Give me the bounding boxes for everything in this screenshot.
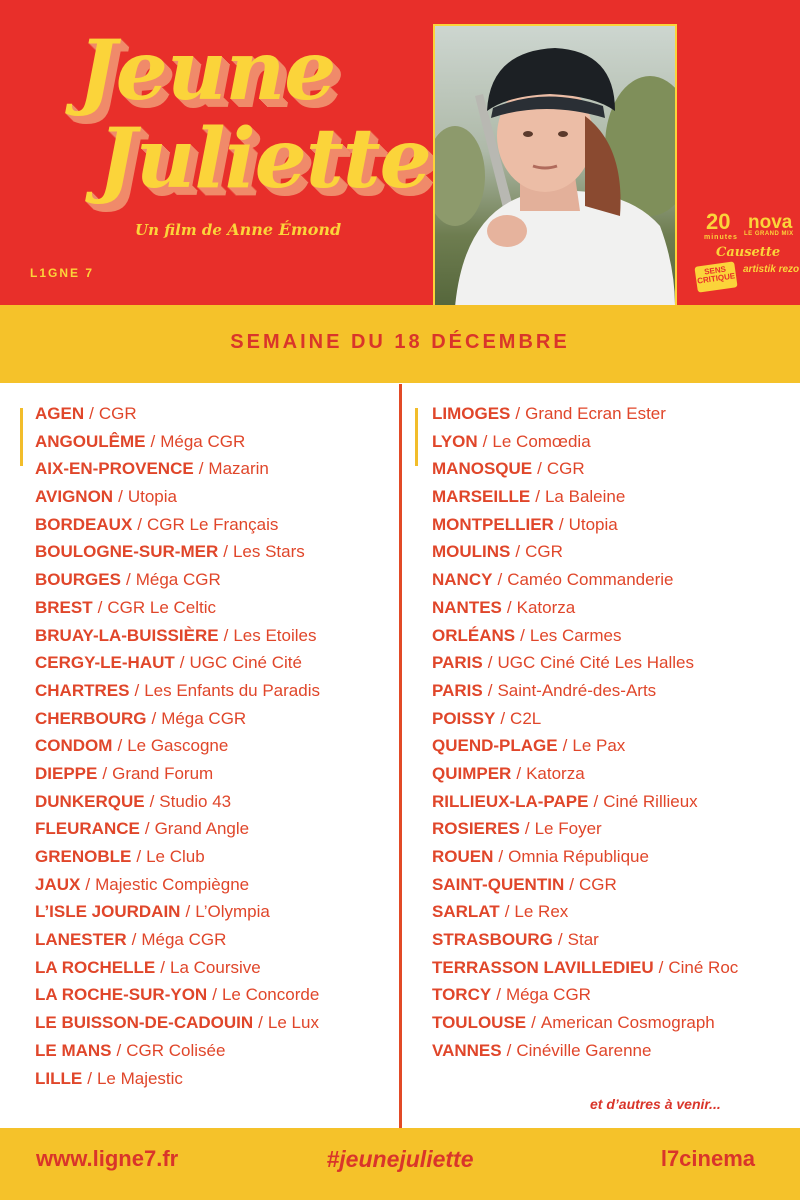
theater-city: ROUEN [432, 847, 494, 866]
theater-cinema: Le Gascogne [127, 736, 229, 756]
theater-list-item [35, 1065, 320, 1093]
separator: / [144, 819, 150, 839]
theater-city: ORLÉANS [432, 625, 516, 645]
theater-cinema: Méga CGR [505, 985, 591, 1005]
theater-list-item [35, 594, 320, 622]
theater-list-item [432, 1037, 738, 1065]
theater-city: BOURGES [35, 570, 121, 590]
theater-cinema: Méga CGR [161, 708, 247, 728]
separator: / [537, 459, 542, 479]
theater-list-item [35, 428, 320, 456]
theater-city: AGEN [35, 404, 85, 423]
separator: / [535, 487, 540, 507]
separator: / [506, 597, 512, 617]
theater-cinema: Grand Forum [112, 763, 214, 783]
separator: / [531, 1013, 536, 1033]
theater-list-item [35, 760, 320, 788]
theater-list-item [35, 981, 320, 1009]
distributor-logo: L1GNE 7 [30, 266, 95, 280]
partner-logo-nova-sub: LE GRAND MIX [744, 231, 794, 237]
theater-cinema: CGR Colisée [126, 1040, 226, 1060]
separator: / [569, 874, 574, 894]
theater-city: AIX-EN-PROVENCE [35, 459, 194, 479]
separator: / [524, 819, 530, 839]
separator: / [496, 985, 501, 1005]
separator: / [134, 680, 140, 700]
theater-city: MARSEILLE [432, 487, 531, 507]
theater-list-item [35, 954, 320, 982]
theater-city: VANNES [432, 1040, 502, 1060]
separator: / [116, 1040, 122, 1060]
theater-cinema: CGR [546, 459, 585, 479]
accent-bar-right [415, 408, 418, 466]
more-to-come-note: et d’autres à venir... [590, 1096, 721, 1112]
separator: / [150, 431, 156, 451]
theater-cinema: Méga CGR [141, 930, 227, 950]
theater-list-item [432, 622, 738, 650]
theater-cinema: CGR Le Celtic [107, 597, 216, 617]
theater-city: CHARTRES [35, 680, 130, 700]
theater-cinema: Méga CGR [135, 570, 221, 590]
theater-list-item [432, 400, 738, 428]
separator: / [487, 680, 493, 700]
separator: / [506, 1040, 512, 1060]
theater-cinema: Le Foyer [534, 819, 602, 839]
theater-city: L’ISLE JOURDAIN [35, 902, 181, 922]
theater-list-item [432, 788, 738, 816]
theater-list-item [432, 455, 738, 483]
social-handle[interactable]: l7cinema [660, 1146, 755, 1171]
theater-list-item [35, 455, 320, 483]
separator: / [85, 874, 91, 894]
theater-city: TOULOUSE [432, 1013, 527, 1033]
theater-cinema: Utopia [568, 514, 618, 534]
theater-list-item [432, 705, 738, 733]
theater-list-item [432, 732, 738, 760]
theater-cinema: Studio 43 [159, 791, 232, 811]
separator: / [102, 763, 108, 783]
theater-list-item [35, 649, 320, 677]
theater-city: LYON [432, 431, 478, 451]
theater-cinema: CGR [578, 874, 617, 894]
theater-city: TERRASSON LAVILLEDIEU [432, 957, 654, 977]
theater-cinema: Le Concorde [221, 985, 320, 1005]
theater-list-item [35, 898, 320, 926]
theater-list-left [35, 400, 320, 1092]
separator: / [179, 653, 185, 673]
theater-cinema: Grand Ecran Ester [525, 404, 666, 423]
theater-city: CHERBOURG [35, 708, 147, 728]
separator: / [515, 542, 521, 562]
theater-city: SARLAT [432, 902, 500, 922]
theater-list-item [432, 428, 738, 456]
separator: / [562, 736, 568, 756]
theater-cinema: Les Stars [232, 542, 305, 562]
theater-list-item [432, 954, 738, 982]
separator: / [160, 957, 165, 977]
director-name: Anne Émond [227, 220, 342, 239]
theater-cinema: Majestic Compiègne [95, 874, 250, 894]
theater-city: BORDEAUX [35, 514, 133, 534]
theater-city: BOULOGNE-SUR-MER [35, 542, 219, 562]
separator: / [87, 1068, 92, 1088]
theater-city: QUEND-PLAGE [432, 736, 558, 756]
partner-logo-nova: nova [748, 212, 793, 233]
theater-city: DIEPPE [35, 763, 98, 783]
separator: / [558, 514, 564, 534]
theater-cinema: Ciné Roc [668, 957, 739, 977]
theater-cinema: CGR [98, 404, 137, 423]
separator: / [498, 847, 504, 866]
theater-cinema: La Baleine [544, 487, 626, 507]
website-link[interactable]: www.ligne7.fr [36, 1146, 179, 1171]
theater-city: BRUAY-LA-BUISSIÈRE [35, 625, 219, 645]
theater-list-item [35, 1037, 320, 1065]
column-divider [399, 384, 402, 1128]
film-title-line-1: Jeune [78, 23, 336, 119]
week-heading: SEMAINE DU 18 DÉCEMBRE [230, 331, 570, 353]
theater-city: LIMOGES [432, 404, 511, 423]
hashtag: #jeunejuliette [326, 1146, 474, 1172]
separator: / [212, 985, 217, 1005]
theater-cinema: Star [567, 930, 599, 950]
separator: / [516, 763, 522, 783]
theater-list-item [432, 538, 738, 566]
theater-city: LA ROCHELLE [35, 957, 156, 977]
theater-city: LE BUISSON-DE-CADOUIN [35, 1013, 254, 1033]
theater-list-item [432, 926, 738, 954]
theater-city: LE MANS [35, 1040, 112, 1060]
separator: / [117, 736, 123, 756]
theater-cinema: UGC Ciné Cité [189, 653, 302, 673]
partner-logo-20minutes: 20 [706, 209, 731, 234]
theater-list-item [432, 594, 738, 622]
theater-list-item [432, 511, 738, 539]
theater-list-item [35, 732, 320, 760]
separator: / [223, 625, 229, 645]
theater-cinema: CGR [525, 542, 563, 562]
theater-list-item [35, 622, 320, 650]
theater-list-item [35, 1009, 320, 1037]
theater-city: JAUX [35, 874, 81, 894]
theater-list-item [35, 511, 320, 539]
theater-city: LA ROCHE-SUR-YON [35, 985, 208, 1005]
theater-city: POISSY [432, 708, 496, 728]
theater-list-item [432, 649, 738, 677]
separator: / [487, 653, 493, 673]
theater-city: NANCY [432, 570, 493, 590]
theater-cinema: CGR Le Français [147, 514, 279, 534]
theater-cinema: Le Lux [267, 1013, 319, 1033]
separator: / [131, 930, 137, 950]
theater-cinema: Les Etoiles [233, 625, 317, 645]
theater-cinema: Katorza [526, 763, 585, 783]
separator: / [136, 847, 142, 866]
theater-list-item [432, 483, 738, 511]
separator: / [198, 459, 204, 479]
theater-list-item [35, 926, 320, 954]
separator: / [658, 957, 664, 977]
theater-cinema: Les Carmes [529, 625, 622, 645]
theater-city: CONDOM [35, 736, 113, 756]
separator: / [97, 597, 103, 617]
theater-city: PARIS [432, 680, 483, 700]
separator: / [137, 514, 143, 534]
theater-cinema: Le Majestic [96, 1068, 183, 1088]
theater-city: ROSIERES [432, 819, 520, 839]
theater-cinema: American Cosmograph [540, 1013, 715, 1033]
theater-list-item [432, 566, 738, 594]
partner-logo-sens-critique: SENS CRITIQUE [694, 261, 737, 292]
separator: / [89, 404, 94, 423]
theater-city: LILLE [35, 1068, 83, 1088]
separator: / [151, 708, 157, 728]
theater-list-item [432, 871, 738, 899]
theater-list-item [35, 705, 320, 733]
theater-city: BREST [35, 597, 93, 617]
theater-cinema: L’Olympia [195, 902, 270, 922]
theater-cinema: Méga CGR [160, 431, 246, 451]
separator: / [482, 431, 488, 451]
theater-list-item [35, 483, 320, 511]
partner-logo-20minutes-sub: minutes [704, 234, 738, 241]
theater-cinema: Le Rex [514, 902, 569, 922]
theater-city: CERGY-LE-HAUT [35, 653, 175, 673]
theater-city: NANTES [432, 597, 502, 617]
separator: / [500, 708, 506, 728]
theater-city: FLEURANCE [35, 819, 140, 839]
poster-photo [433, 24, 677, 305]
theater-list-item [35, 566, 320, 594]
theater-cinema: Le Comœdia [492, 431, 591, 451]
theater-cinema: UGC Ciné Cité Les Halles [497, 653, 694, 673]
poster-header [0, 0, 800, 305]
theater-city: LANESTER [35, 930, 127, 950]
theater-city: MOULINS [432, 542, 511, 562]
theater-cinema: La Coursive [170, 957, 261, 977]
theater-cinema: Katorza [516, 597, 576, 617]
theater-cinema: C2L [510, 708, 542, 728]
separator: / [149, 791, 155, 811]
theater-city: STRASBOURG [432, 930, 553, 950]
theater-city: MONTPELLIER [432, 514, 554, 534]
theater-cinema: Omnia République [508, 847, 649, 866]
theater-list-item [35, 815, 320, 843]
theater-list-item [35, 843, 320, 871]
separator: / [185, 902, 191, 922]
theater-city: TORCY [432, 985, 492, 1005]
separator: / [557, 930, 563, 950]
separator: / [593, 791, 599, 811]
theater-list-item [35, 400, 320, 428]
theater-cinema: Saint-André-des-Arts [497, 680, 657, 700]
theater-list-item [35, 871, 320, 899]
theater-cinema: Grand Angle [154, 819, 250, 839]
theater-city: AVIGNON [35, 487, 114, 507]
theater-cinema: Caméo Commanderie [507, 570, 674, 590]
theater-city: MANOSQUE [432, 459, 533, 479]
theater-cinema: Le Pax [572, 736, 626, 756]
theater-cinema: Utopia [127, 487, 177, 507]
theater-list-item [432, 760, 738, 788]
theater-city: PARIS [432, 653, 483, 673]
theater-list-item [432, 898, 738, 926]
film-title-line-2: Juliette [98, 111, 431, 207]
accent-bar-left [20, 408, 23, 466]
separator: / [515, 404, 521, 423]
theater-list-item [432, 1009, 738, 1037]
theater-list-item [432, 981, 738, 1009]
partner-logo-artistik-rezo: artistik rezo [743, 264, 800, 275]
theater-city: RILLIEUX-LA-PAPE [432, 791, 589, 811]
theater-city: ANGOULÊME [35, 431, 146, 451]
partner-logo-causette: Causette [716, 245, 781, 260]
theater-list-item [35, 677, 320, 705]
separator: / [223, 542, 228, 562]
separator: / [504, 902, 510, 922]
theater-list-item [432, 843, 738, 871]
separator: / [118, 487, 123, 507]
theater-list-item [432, 677, 738, 705]
theater-list-item [432, 815, 738, 843]
separator: / [520, 625, 525, 645]
theater-list-item [35, 538, 320, 566]
theater-list-item [35, 788, 320, 816]
theater-list-right [432, 400, 738, 1065]
theater-city: GRENOBLE [35, 847, 132, 866]
theater-cinema: Ciné Rillieux [603, 791, 698, 811]
theater-cinema: Mazarin [208, 459, 269, 479]
theater-city: SAINT-QUENTIN [432, 874, 565, 894]
separator: / [258, 1013, 263, 1033]
theater-city: DUNKERQUE [35, 791, 145, 811]
theater-cinema: Le Club [146, 847, 205, 866]
film-credit [135, 220, 341, 239]
theater-cinema: Les Enfants du Paradis [144, 680, 320, 700]
credit-prefix: Un film de [135, 221, 222, 239]
separator: / [497, 570, 503, 590]
theater-cinema: Cinéville Garenne [516, 1040, 652, 1060]
separator: / [125, 570, 131, 590]
theater-city: QUIMPER [432, 763, 512, 783]
